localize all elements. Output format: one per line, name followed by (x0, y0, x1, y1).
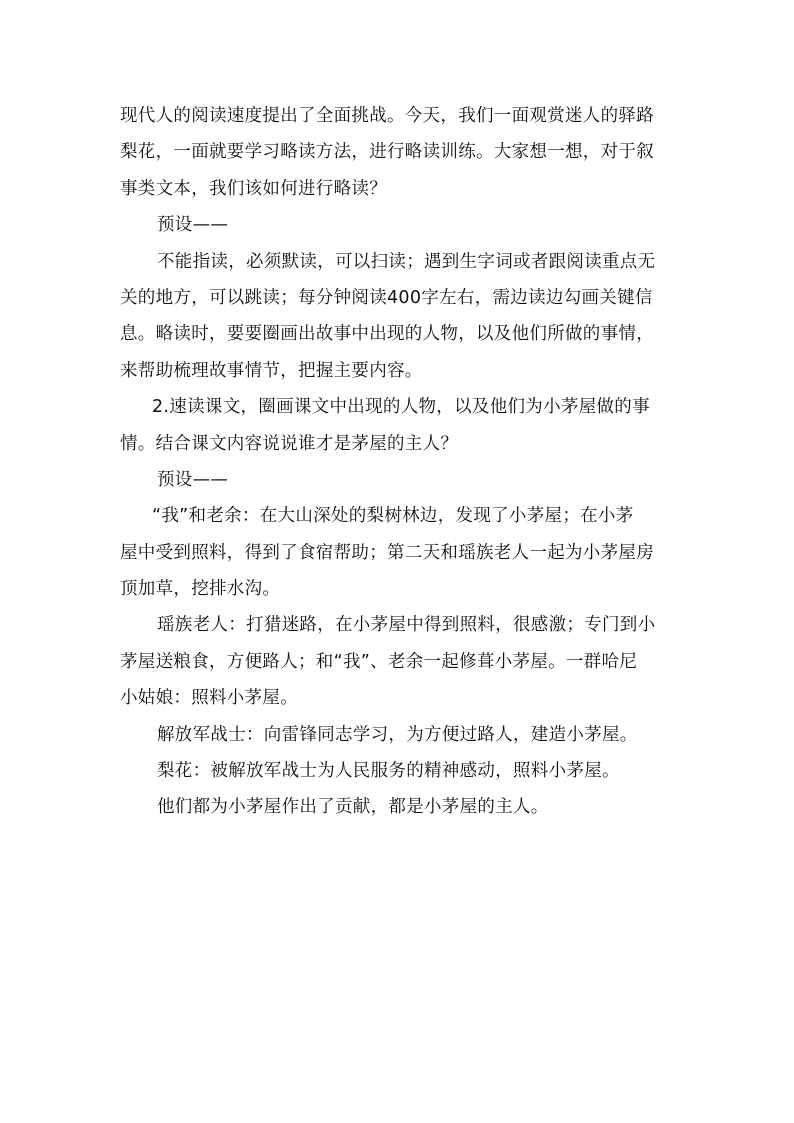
text-line: 顶加草，挖排水沟。 (120, 579, 281, 600)
document-body (120, 98, 680, 826)
question-line: 2.速读课文，圈画课文中出现的人物，以及他们为小茅屋做的事 (152, 397, 650, 418)
text-line: 梨花，一面就要学习略读方法，进行略读训练。大家想一想，对于叙 (120, 142, 654, 163)
text-line: 关的地方，可以跳读；每分钟阅读400字左右，需边读边勾画关键信 (120, 287, 653, 308)
preset-heading: 预设—— (157, 215, 229, 236)
text-line: 不能指读，必须默读，可以扫读；遇到生字词或者跟阅读重点无 (157, 251, 656, 272)
question-line: 情。结合课文内容说说谁才是茅屋的主人？ (120, 433, 459, 454)
text-line: 事类文本，我们该如何进行略读？ (120, 178, 387, 199)
text-line: 解放军战士：向雷锋同志学习，为方便过路人，建造小茅屋。 (157, 724, 638, 745)
text-line: 梨花：被解放军战士为人民服务的精神感动，照料小茅屋。 (157, 761, 620, 782)
text-line: 小姑娘：照料小茅屋。 (120, 688, 298, 709)
text-line: 现代人的阅读速度提出了全面挑战。今天，我们一面观赏迷人的驿路 (120, 106, 654, 126)
conclusion-line: 他们都为小茅屋作出了贡献，都是小茅屋的主人。 (157, 797, 549, 818)
text-line: 瑶族老人：打猎迷路，在小茅屋中得到照料，很感激；专门到小 (157, 615, 656, 636)
text-line: 茅屋送粮食，方便路人；和“我”、老余一起修葺小茅屋。一群哈尼 (120, 651, 638, 672)
text-line: 屋中受到照料，得到了食宿帮助；第二天和瑶族老人一起为小茅屋房 (120, 542, 654, 563)
preset-heading: 预设—— (157, 469, 229, 490)
text-line: 来帮助梳理故事情节，把握主要内容。 (120, 360, 423, 381)
text-line: “我”和老余：在大山深处的梨树林边，发现了小茅屋；在小茅 (152, 506, 634, 527)
text-line: 息。略读时，要要圈画出故事中出现的人物，以及他们所做的事情， (120, 324, 654, 345)
